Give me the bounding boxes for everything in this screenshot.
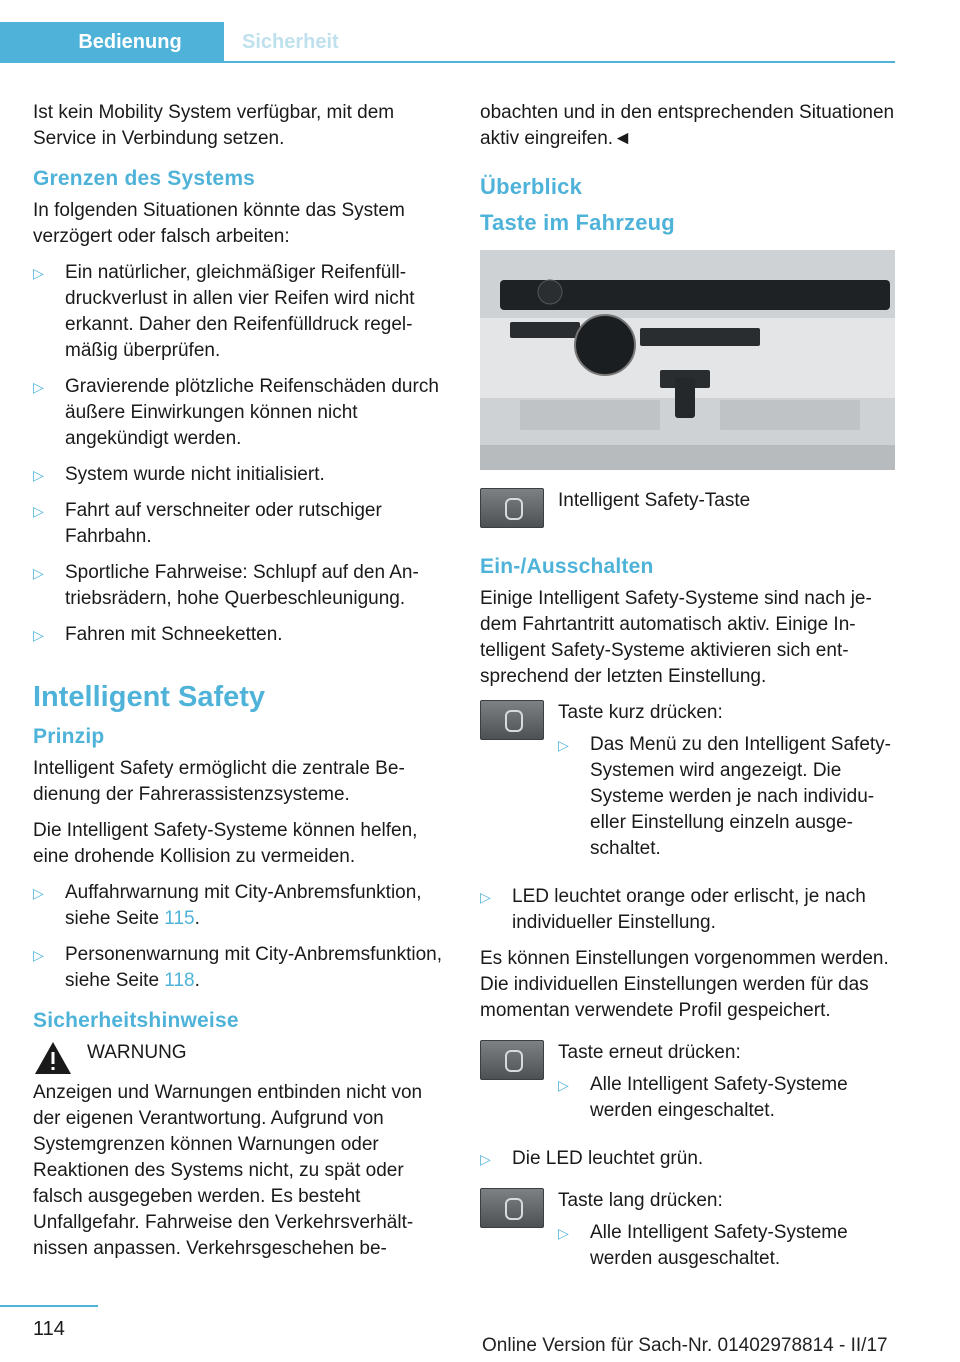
dashboard-illustration: [480, 250, 895, 470]
principle-text-2: Die Intelligent Safety-Systeme können helfen, eine drohende Kollision zu vermeiden.: [33, 820, 418, 867]
again-press-row: [480, 1040, 900, 1134]
key-caption: Intelligent Safety-Taste: [558, 490, 751, 511]
onoff-heading: Ein-/Ausschalten: [480, 555, 654, 578]
principle-text-1: Intelligent Safety ermöglicht die zentrale Bedienung der Fahrerassistenzsysteme.: [33, 758, 405, 805]
triangle-bullet-icon: ▷: [558, 1077, 569, 1093]
triangle-bullet-icon: ▷: [480, 889, 491, 905]
list-item: ▷ Auffahrwarnung mit City-Anbremsfunktion, siehe Seite 115.: [33, 882, 422, 929]
warning-triangle-icon: [33, 1040, 73, 1076]
list-item: ▷ Alle Intelligent Safety-Systeme werden eingeschaltet.: [558, 1074, 848, 1121]
list-item: ▷ Das Menü zu den Intelligent Safety-Systemen wird angezeigt. Die Systeme werden je nach individueller Einstellung einzeln ausgeschaltet.: [558, 734, 892, 859]
list-item: ▷ Fahren mit Schneeketten.: [33, 622, 453, 648]
triangle-bullet-icon: ▷: [33, 467, 44, 483]
warning-label: WARNUNG: [87, 1042, 187, 1063]
list-item: ▷ Personenwarnung mit City-Anbremsfunktion, siehe Seite 118.: [33, 944, 443, 991]
limits-heading: Grenzen des Systems: [33, 167, 256, 190]
short-press-label: Taste kurz drücken:: [558, 702, 723, 723]
page-number: 114: [33, 1318, 65, 1340]
triangle-bullet-icon: ▷: [33, 627, 44, 643]
overview-heading: Überblick: [480, 174, 583, 199]
intelligent-safety-key-icon: [480, 1040, 544, 1080]
intelligent-safety-key-icon: [480, 1188, 544, 1228]
systems-list: [33, 880, 453, 994]
page-link-118[interactable]: 118: [164, 970, 195, 991]
principle-heading: Prinzip: [33, 725, 105, 748]
right-column: [480, 100, 900, 1294]
dashboard-photo: [480, 250, 895, 470]
list-item: ▷ Gravierende plötzliche Reifenschäden durch äußere Einwirkungen können nicht angekündigt werden.: [33, 376, 439, 449]
long-press-label: Taste lang drücken:: [558, 1190, 723, 1211]
onoff-text-2: Es können Einstellungen vorgenommen werden. Die individuellen Einstellungen werden für das momentan verwendete Profil gespeichert.: [480, 948, 889, 1021]
green-list: [480, 1146, 900, 1172]
footer-divider: [0, 1305, 98, 1307]
list-item: ▷ System wurde nicht initialisiert.: [33, 462, 453, 488]
triangle-bullet-icon: ▷: [33, 885, 44, 901]
long-press-row: [480, 1188, 900, 1282]
continued-text: obachten und in den entsprechenden Situationen aktiv eingreifen.◄: [480, 102, 895, 149]
warning-block: [33, 1040, 453, 1076]
onoff-text-1: Einige Intelligent Safety-Systeme sind nach jedem Fahrtantritt automatisch aktiv. Einige Intelligent Safety-Systeme aktivieren sich entsprechend der letzten Einstellung.: [480, 588, 872, 687]
tab-sicherheit[interactable]: Sicherheit: [242, 30, 339, 53]
triangle-bullet-icon: ▷: [33, 947, 44, 963]
safety-heading: Sicherheitshinweise: [33, 1009, 239, 1032]
triangle-bullet-icon: ▷: [33, 265, 44, 281]
list-item: ▷ Fahrt auf verschneiter oder rutschiger Fahrbahn.: [33, 500, 382, 547]
triangle-bullet-icon: ▷: [558, 737, 569, 753]
intelligent-safety-key-icon: [480, 488, 544, 528]
intelligent-safety-key-icon: [480, 700, 544, 740]
header-tabs: [0, 0, 895, 62]
list-item: ▷ Sportliche Fahrweise: Schlupf auf den Antriebsrädern, hohe Querbeschleunigung.: [33, 562, 419, 609]
intro-text: Ist kein Mobility System verfügbar, mit dem Service in Verbindung setzen.: [33, 102, 395, 149]
list-item: ▷ Die LED leuchtet grün.: [480, 1146, 900, 1172]
short-press-row: [480, 700, 900, 872]
triangle-bullet-icon: ▷: [33, 379, 44, 395]
limits-intro: In folgenden Situationen könnte das System verzögert oder falsch arbeiten:: [33, 200, 405, 247]
section-title-intelligent-safety: Intelligent Safety: [33, 681, 266, 713]
list-item: ▷ Ein natürlicher, gleichmäßiger Reifenfülldruckverlust in allen vier Reifen wird nicht erkannt. Daher den Reifenfülldruck regelmäßig überprüfen.: [33, 262, 415, 361]
tab-bedienung[interactable]: Bedienung: [0, 22, 224, 62]
triangle-bullet-icon: ▷: [33, 565, 44, 581]
triangle-bullet-icon: ▷: [480, 1151, 491, 1167]
list-item: ▷ Alle Intelligent Safety-Systeme werden ausgeschaltet.: [558, 1222, 848, 1269]
online-version-note: Online Version für Sach-Nr. 01402978814 - II/17: [482, 1335, 888, 1356]
left-column: [33, 100, 453, 1272]
limits-list: [33, 260, 453, 648]
led-list: [480, 884, 900, 936]
short-press-list: [558, 732, 900, 862]
key-heading: Taste im Fahrzeug: [480, 210, 675, 235]
key-caption-row: [480, 488, 900, 528]
page-link-115[interactable]: 115: [164, 908, 195, 929]
warning-text: Anzeigen und Warnungen entbinden nicht von der eigenen Verantwortung. Aufgrund von Systemgrenzen können Warnungen oder Reaktionen des Systems nicht, zu spät oder falsch ausgegeben werden. Es besteht Unfallgefahr. Fahrweise den Verkehrsverhältnissen anpassen. Verkehrsgeschehen be-: [33, 1082, 423, 1259]
again-press-label: Taste erneut drücken:: [558, 1042, 741, 1063]
triangle-bullet-icon: ▷: [558, 1225, 569, 1241]
long-press-list: [558, 1220, 900, 1272]
list-item: ▷ LED leuchtet orange oder erlischt, je nach individueller Einstellung.: [480, 886, 866, 933]
again-press-list: [558, 1072, 900, 1124]
header-divider: [0, 61, 895, 63]
triangle-bullet-icon: ▷: [33, 503, 44, 519]
